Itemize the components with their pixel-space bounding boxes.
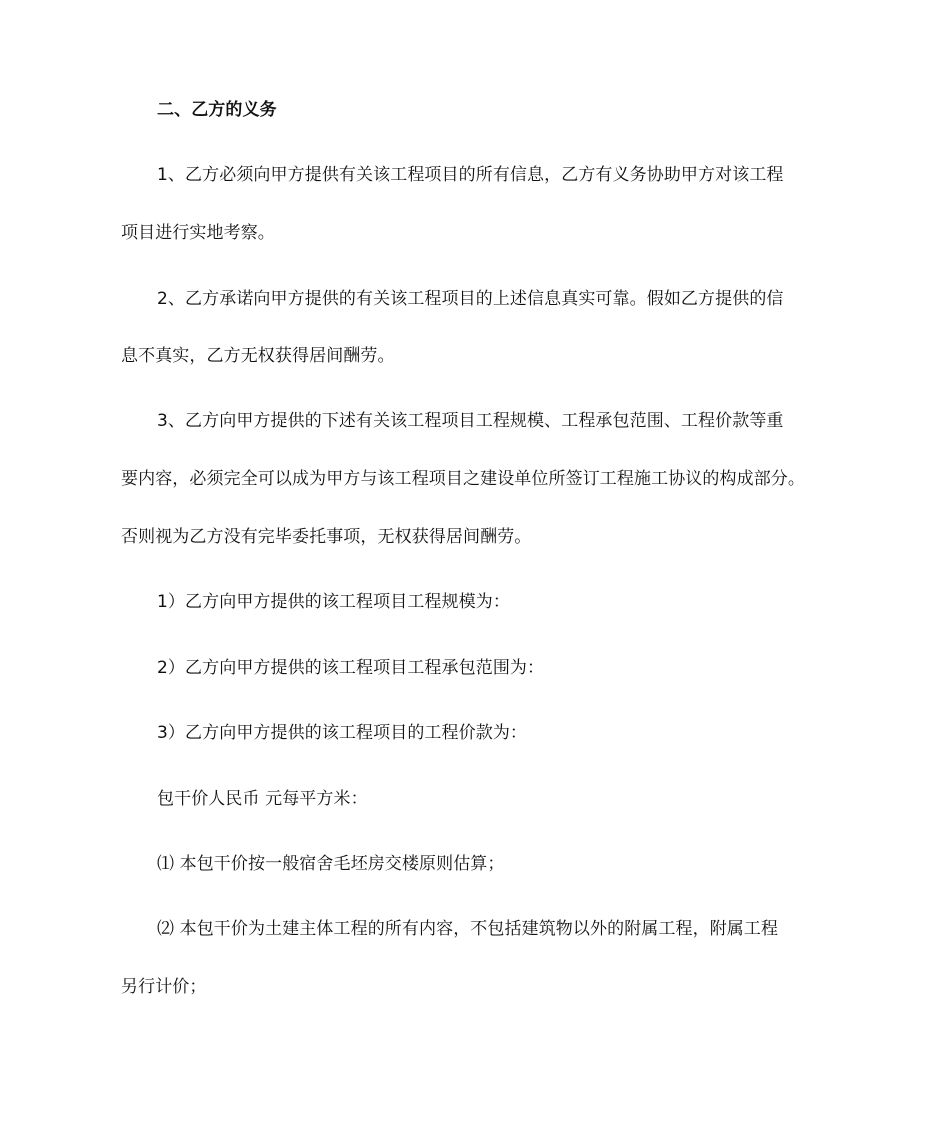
- paragraph-line: 否则视为乙方没有完毕委托事项，无权获得居间酬劳。: [121, 527, 532, 547]
- section-heading: 二、乙方的义务: [157, 100, 277, 120]
- paragraph-line: 3、乙方向甲方提供的下述有关该工程项目工程规模、工程承包范围、工程价款等重: [157, 411, 784, 431]
- list-item: ⑴ 本包干价按一般宿舍毛坯房交楼原则估算；: [157, 854, 505, 874]
- paragraph-line: 要内容，必须完全可以成为甲方与该工程项目之建设单位所签订工程施工协议的构成部分。: [121, 469, 805, 489]
- paragraph-line: 包干价人民币 元每平方米：: [157, 789, 368, 809]
- paragraph-line: 项目进行实地考察。: [121, 223, 275, 243]
- paragraph-line: 2、乙方承诺向甲方提供的有关该工程项目的上述信息真实可靠。假如乙方提供的信: [157, 289, 784, 309]
- list-item: ⑵ 本包干价为土建主体工程的所有内容，不包括建筑物以外的附属工程，附属工程: [157, 919, 779, 939]
- list-item: 1）乙方向甲方提供的该工程项目工程规模为：: [157, 592, 510, 612]
- paragraph-line: 息不真实，乙方无权获得居间酬劳。: [121, 346, 395, 366]
- list-item: 2）乙方向甲方提供的该工程项目工程承包范围为：: [157, 658, 545, 678]
- paragraph-line: 1、乙方必须向甲方提供有关该工程项目的所有信息，乙方有义务协助甲方对该工程: [157, 165, 784, 185]
- paragraph-line: 另行计价；: [121, 977, 207, 997]
- list-item: 3）乙方向甲方提供的该工程项目的工程价款为：: [157, 723, 528, 743]
